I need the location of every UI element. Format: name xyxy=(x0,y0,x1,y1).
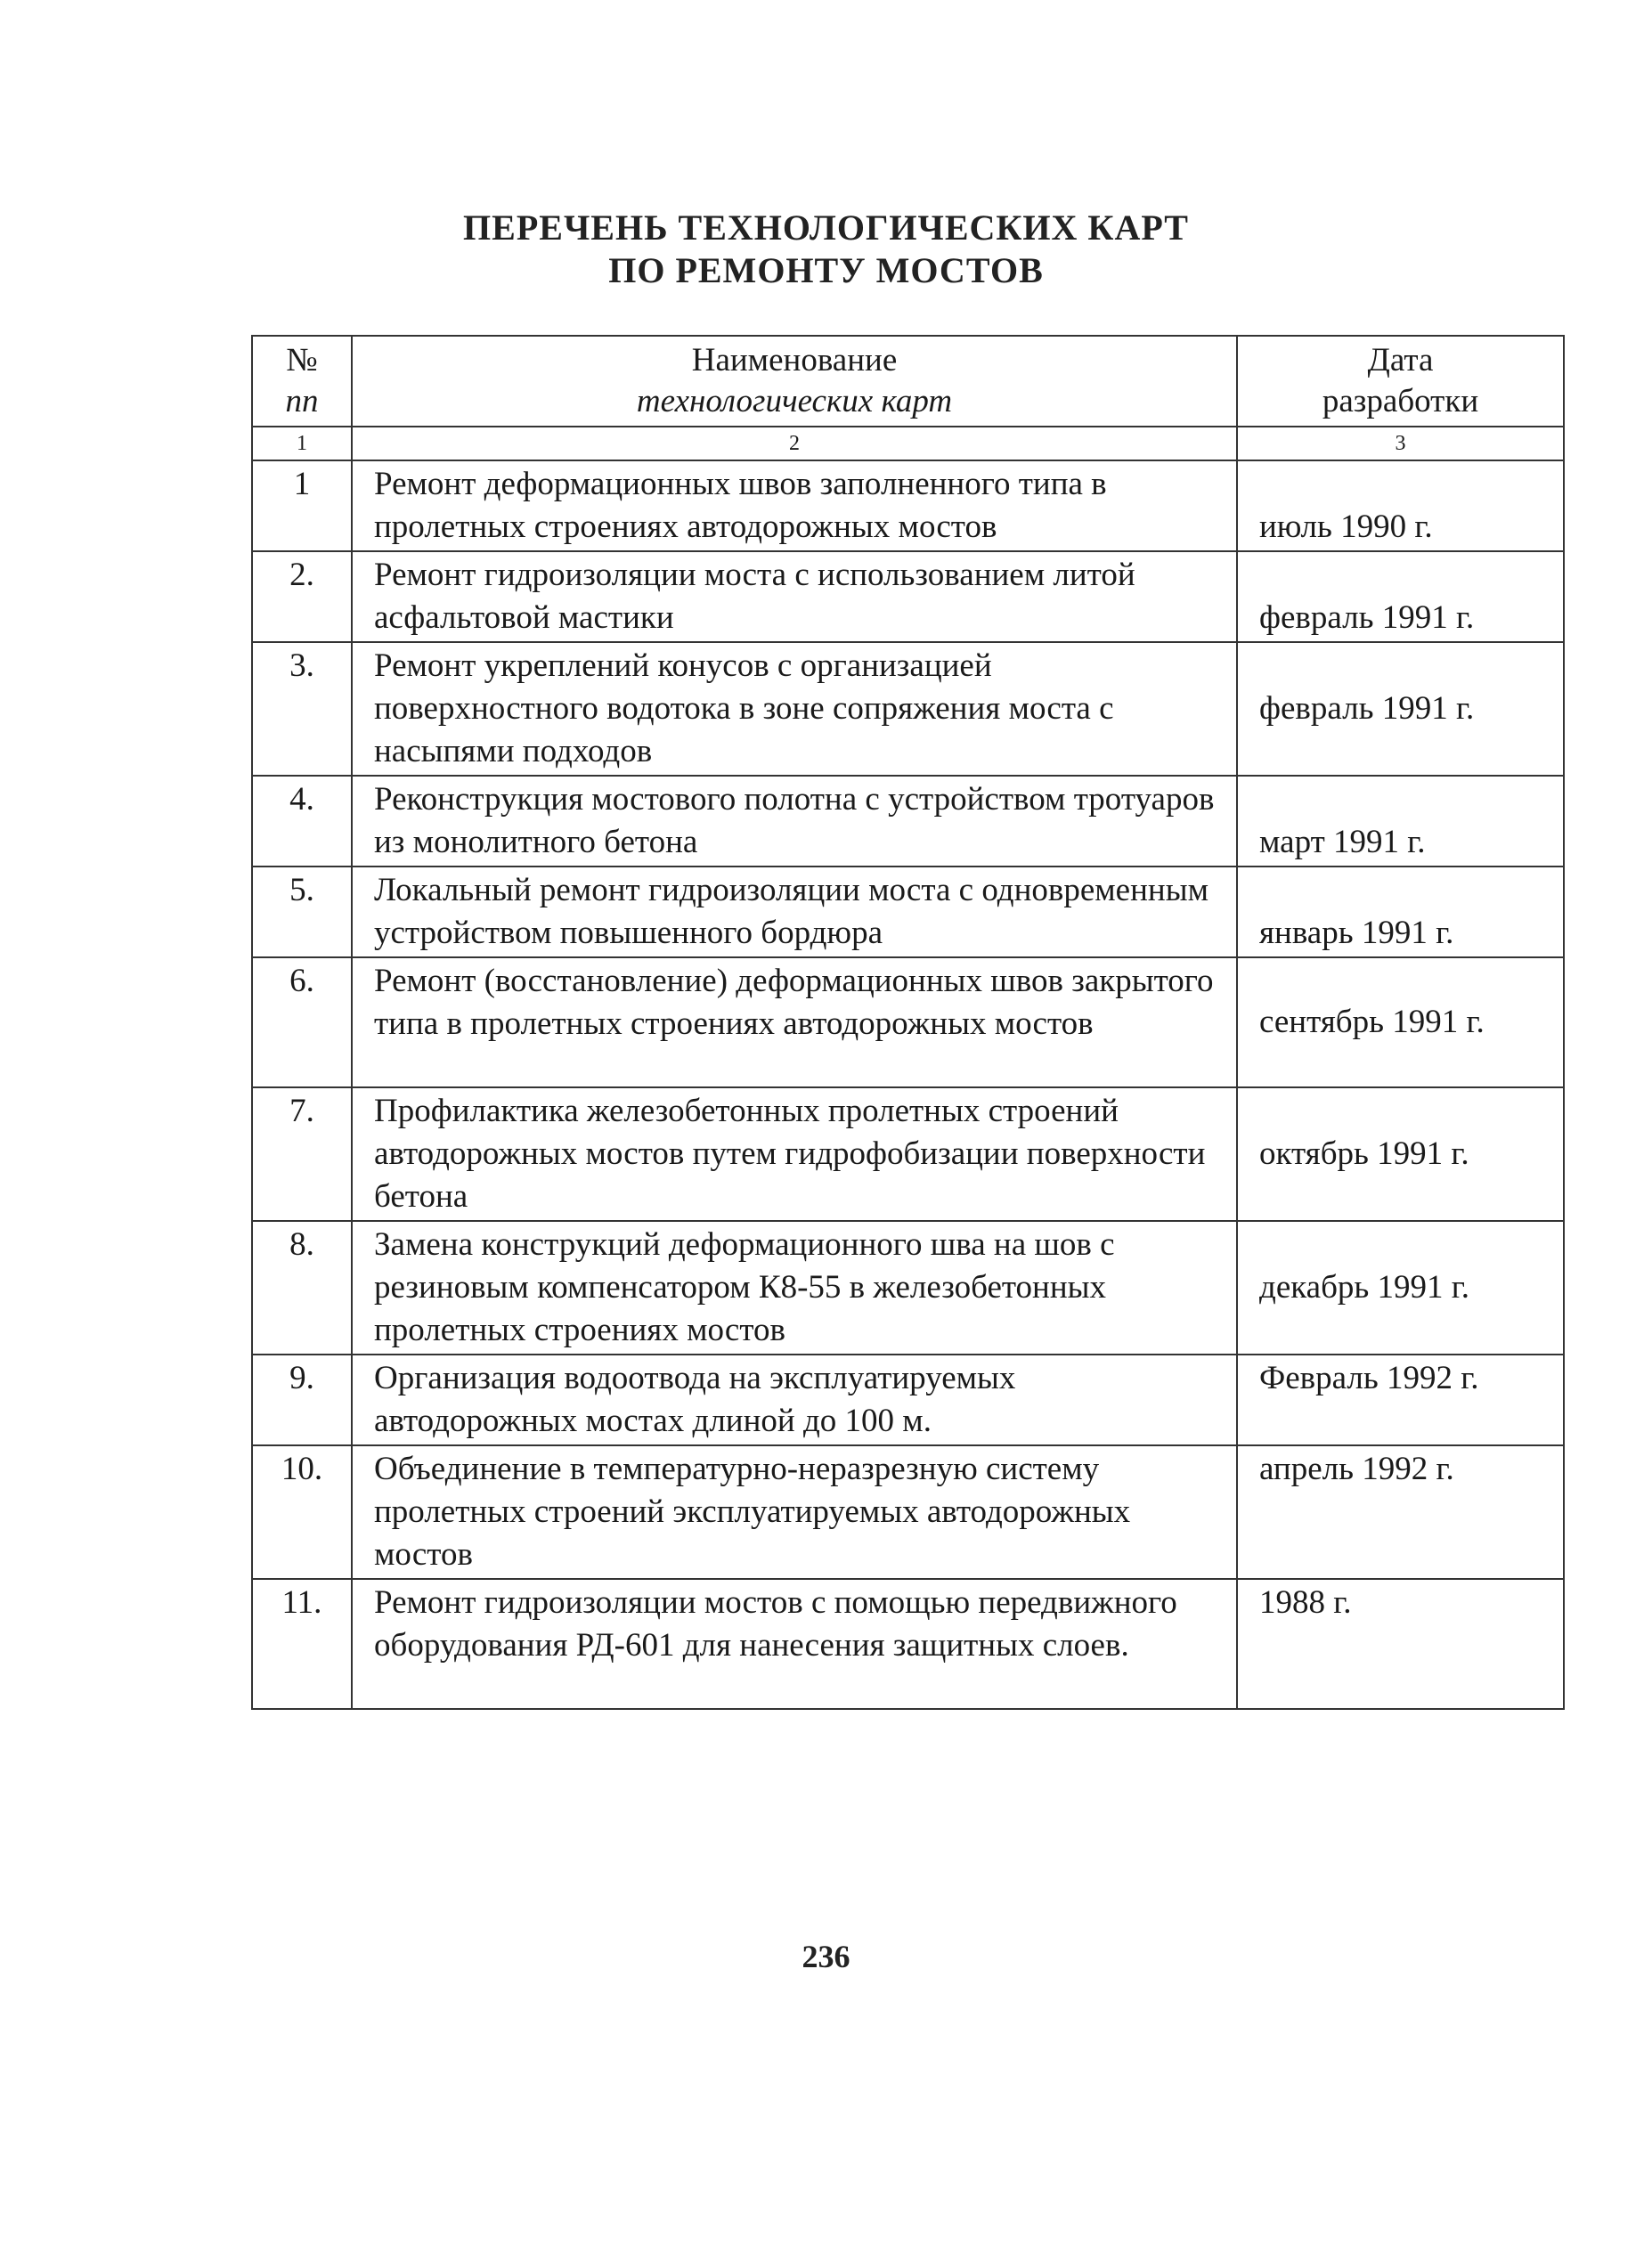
row-number: 7. xyxy=(252,1087,352,1221)
row-name: Ремонт (восстановление) деформационных швов закрытого типа в пролетных строениях автодорожных мостов xyxy=(352,957,1237,1087)
table-row xyxy=(252,1087,1564,1221)
title-line-2: ПО РЕМОНТУ МОСТОВ xyxy=(608,250,1044,290)
table-row xyxy=(252,957,1564,1087)
row-date: февраль 1991 г. xyxy=(1237,642,1564,776)
row-name: Ремонт деформационных швов заполненного типа в пролетных строениях автодорожных мостов xyxy=(352,460,1237,551)
row-number: 2. xyxy=(252,551,352,642)
table-header-row xyxy=(252,336,1564,427)
row-date: сентябрь 1991 г. xyxy=(1237,957,1564,1087)
row-date: апрель 1992 г. xyxy=(1237,1445,1564,1579)
column-number-row xyxy=(252,427,1564,460)
title-line-1: ПЕРЕЧЕНЬ ТЕХНОЛОГИЧЕСКИХ КАРТ xyxy=(463,207,1189,248)
row-number: 6. xyxy=(252,957,352,1087)
row-number: 10. xyxy=(252,1445,352,1579)
row-name: Объединение в температурно-неразрезную систему пролетных строений эксплуатируемых автодорожных мостов xyxy=(352,1445,1237,1579)
table-row xyxy=(252,642,1564,776)
table-row xyxy=(252,1445,1564,1579)
column-number: 1 xyxy=(252,427,352,460)
header-name: Наименование технологических карт xyxy=(352,336,1237,427)
table-row xyxy=(252,551,1564,642)
row-date: июль 1990 г. xyxy=(1237,460,1564,551)
header-number: № пп xyxy=(252,336,352,427)
row-date: февраль 1991 г. xyxy=(1237,551,1564,642)
row-name: Ремонт гидроизоляции мостов с помощью передвижного оборудования РД-601 для нанесения защитных слоев. xyxy=(352,1579,1237,1709)
column-number: 3 xyxy=(1237,427,1564,460)
page-number: 236 xyxy=(802,1939,850,1974)
row-name: Реконструкция мостового полотна с устройством тротуаров из монолитного бетона xyxy=(352,776,1237,867)
row-date: декабрь 1991 г. xyxy=(1237,1221,1564,1355)
header-date: Дата разработки xyxy=(1237,336,1564,427)
row-name: Организация водоотвода на эксплуатируемых автодорожных мостах длиной до 100 м. xyxy=(352,1355,1237,1445)
row-name: Замена конструкций деформационного шва на шов с резиновым компенсатором К8-55 в железобетонных пролетных строениях мостов xyxy=(352,1221,1237,1355)
row-date: январь 1991 г. xyxy=(1237,867,1564,957)
row-date: март 1991 г. xyxy=(1237,776,1564,867)
table-row xyxy=(252,1355,1564,1445)
row-name: Профилактика железобетонных пролетных строений автодорожных мостов путем гидрофобизации поверхности бетона xyxy=(352,1087,1237,1221)
row-number: 9. xyxy=(252,1355,352,1445)
table-row xyxy=(252,867,1564,957)
row-name: Локальный ремонт гидроизоляции моста с одновременным устройством повышенного бордюра xyxy=(352,867,1237,957)
table-row xyxy=(252,1221,1564,1355)
row-date: октябрь 1991 г. xyxy=(1237,1087,1564,1221)
row-number: 8. xyxy=(252,1221,352,1355)
row-number: 3. xyxy=(252,642,352,776)
column-number: 2 xyxy=(352,427,1237,460)
row-number: 4. xyxy=(252,776,352,867)
row-date: Февраль 1992 г. xyxy=(1237,1355,1564,1445)
table-row xyxy=(252,460,1564,551)
row-number: 1 xyxy=(252,460,352,551)
table-row xyxy=(252,776,1564,867)
row-number: 11. xyxy=(252,1579,352,1709)
row-name: Ремонт укреплений конусов с организацией поверхностного водотока в зоне сопряжения моста с насыпями подходов xyxy=(352,642,1237,776)
table-row xyxy=(252,1579,1564,1709)
row-number: 5. xyxy=(252,867,352,957)
technological-cards-table xyxy=(251,335,1565,1710)
row-date: 1988 г. xyxy=(1237,1579,1564,1709)
row-name: Ремонт гидроизоляции моста с использованием литой асфальтовой мастики xyxy=(352,551,1237,642)
page-title xyxy=(0,207,1652,292)
